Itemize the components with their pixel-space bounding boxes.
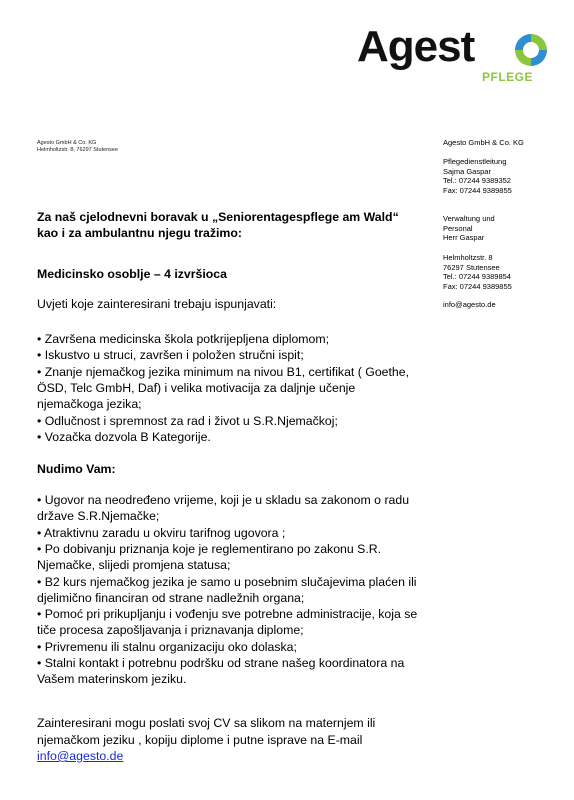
conditions-intro: Uvjeti koje zainteresirani trebaju ispunjavati: [37,297,277,311]
company-logo [357,22,557,92]
sidebar-email: info@agesto.de [443,300,496,309]
offer-line: • Atraktivnu zaradu u okviru tarifnog ugovora ; [37,525,286,540]
heading-line-2: kao i za ambulantnu njegu tražimo: [37,226,242,240]
offer-line: • B2 kurs njemačkog jezika je samo u posebnim slučajevima plaćen ili [37,574,417,589]
sidebar-care-name: Sajma Gaspar [443,166,491,176]
offer-line: tiče procesa zapošljavanja i priznavanja diplome; [37,623,304,638]
heading-line-1: Za naš cjelodnevni boravak u „Seniorentagespflege am Wald“ [37,210,399,224]
sidebar-street: Helmholtzstr. 8 [443,253,493,262]
position-title: Medicinsko osoblje – 4 izvršioca [37,267,227,281]
offer-heading: Nudimo Vam: [37,462,116,476]
sidebar-fax: Fax: 07244 9389855 [443,281,512,291]
sender-name: Agesto GmbH & Co. KG [37,140,97,146]
sidebar-admin-heading-2: Personal [443,223,473,233]
requirement-line: • Vozačka dozvola B Kategorije. [37,429,211,444]
requirement-line: njemačkoga jezika; [37,397,142,412]
logo-subtitle: PFLEGE [482,70,534,84]
sender-address: Helmholtzstr. 8, 76297 Stutensee [37,147,119,153]
offer-line: • Pomoć pri prikupljanju i vođenju sve potrebne administracije, koja se [37,607,418,622]
logo-swirl-icon [511,30,551,70]
sidebar-admin-heading-1: Verwaltung und [443,214,495,223]
requirement-line: • Odlučnost i spremnost za rad i život u S.R.Njemačkoj; [37,413,338,428]
logo-wordmark: Agest [357,22,475,71]
sidebar-care-fax: Fax: 07244 9389855 [443,185,512,195]
sidebar-city: 76297 Stutensee [443,262,500,272]
closing-line-2: njemačkom jeziku , kopiju diplome i putne isprave na E-mail [37,732,363,747]
offer-line: Vašem materinskom jeziku. [37,672,187,687]
requirement-line: • Završena medicinska škola potkrijepljena diplomom; [37,332,330,346]
requirement-line: • Iskustvo u struci, završen i položen stručni ispit; [37,348,304,363]
offer-line: • Ugovor na neodređeno vrijeme, koji je u skladu sa zakonom o radu [37,493,410,507]
offer-line: djelimično financiran od strane nadležnih organa; [37,590,305,605]
requirement-line: ÖSD, Telc GmbH, Daf) i velika motivacija za daljnje učenje [37,380,356,395]
sidebar-company: Agesto GmbH & Co. KG [443,138,524,147]
offer-line: • Stalni kontakt i potrebnu podršku od strane našeg koordinatora na [37,656,405,670]
email-link[interactable]: info@agesto.de [37,749,124,763]
closing-line-1: Zainteresirani mogu poslati svoj CV sa slikom na maternjem ili [37,716,376,730]
sidebar-care-tel: Tel.: 07244 9389352 [443,176,511,185]
sidebar-care-heading: Pflegedienstleitung [443,157,507,166]
offer-line: • Po dobivanju priznanja koje je reglementirano po zakonu S.R. [37,541,382,556]
sidebar-admin-name: Herr Gaspar [443,233,485,242]
requirement-line: • Znanje njemačkog jezika minimum na nivou B1, certifikat ( Goethe, [37,364,410,379]
sidebar-tel: Tel.: 07244 9389854 [443,272,511,281]
offer-line: države S.R.Njemačke; [37,509,160,524]
offer-line: • Privremenu ili stalnu organizaciju oko dolaska; [37,639,297,654]
offer-line: Njemačke, slijedi promjena statusa; [37,558,231,573]
